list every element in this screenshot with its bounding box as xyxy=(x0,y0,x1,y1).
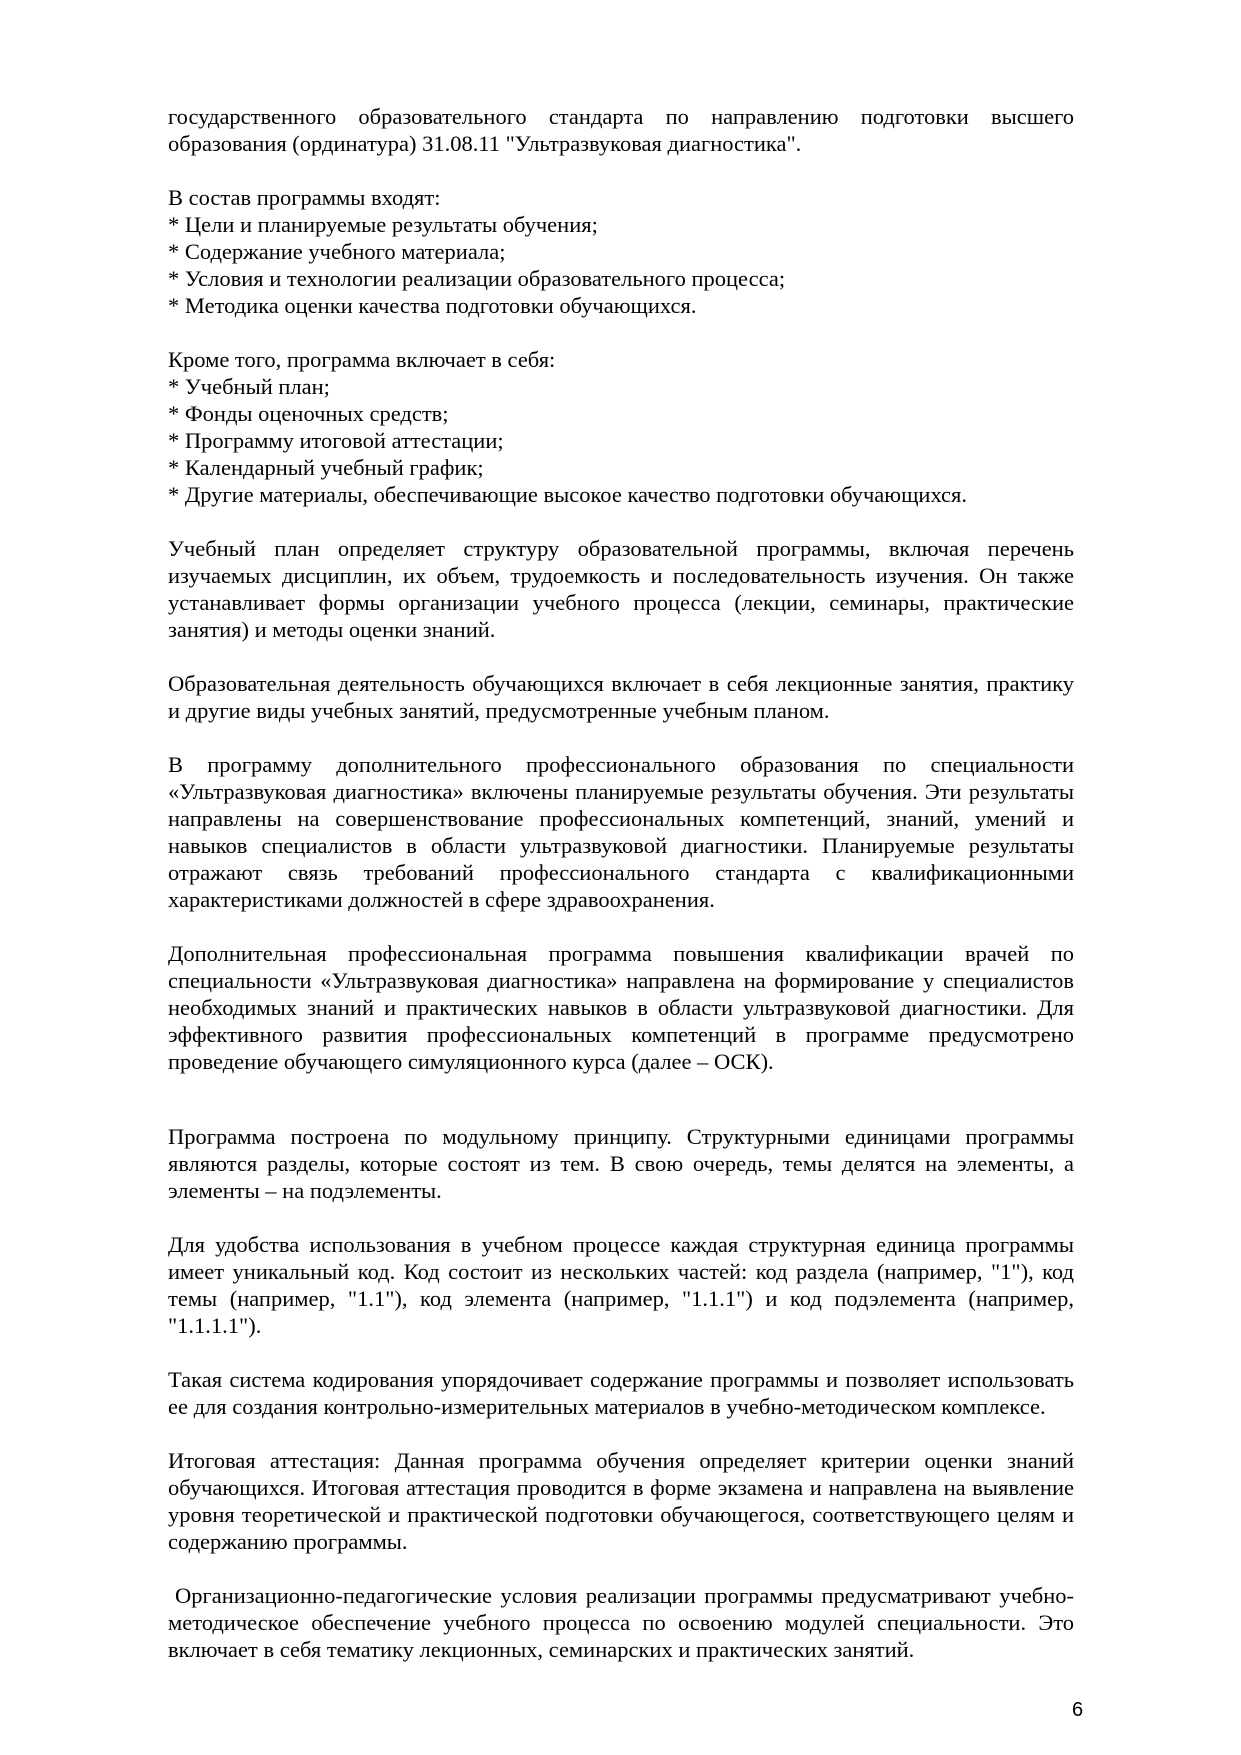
composition-list xyxy=(168,184,1074,319)
includes-list xyxy=(168,346,1074,508)
org-conditions-paragraph: Организационно-педагогические условия реализации программы предусматривают учебно-методическое обеспечение учебного процесса по освоению модулей специальности. Это включает в себя тематику лекционных, семинарских и практических занятий. xyxy=(168,1583,1074,1662)
page-number: 6 xyxy=(1072,1699,1084,1721)
list-item: * Программу итоговой аттестации; xyxy=(168,428,504,453)
attestation-paragraph: Итоговая аттестация: Данная программа обучения определяет критерии оценки знаний обучающихся. Итоговая аттестация проводится в форме экзамена и направлена на выявление уровня теоретической и практической подготовки обучающегося, соответствующего целям и содержанию программы. xyxy=(168,1448,1074,1554)
activity-paragraph: Образовательная деятельность обучающихся включает в себя лекционные занятия, практику и другие виды учебных занятий, предусмотренные учебным планом. xyxy=(168,671,1074,723)
list-item: * Цели и планируемые результаты обучения; xyxy=(168,212,598,237)
list-item: * Условия и технологии реализации образовательного процесса; xyxy=(168,266,786,291)
results-paragraph: В программу дополнительного профессионального образования по специальности «Ультразвуковая диагностика» включены планируемые результаты обучения. Эти результаты направлены на совершенствование профессиональных компетенций, знаний, умений и навыков специалистов в области ультразвуковой диагностики. Планируемые результаты отражают связь требований профессионального стандарта с квалификационными характеристиками должностей в сфере здравоохранения. xyxy=(168,752,1074,912)
dpp-paragraph: Дополнительная профессиональная программа повышения квалификации врачей по специальности «Ультразвуковая диагностика» направлена на формирование у специалистов необходимых знаний и практических навыков в области ультразвуковой диагностики. Для эффективного развития профессиональных компетенций в программе предусмотрено проведение обучающего симуляционного курса (далее – ОСК). xyxy=(168,941,1074,1074)
list-item: * Другие материалы, обеспечивающие высокое качество подготовки обучающихся. xyxy=(168,482,968,507)
document-body xyxy=(168,103,1074,1690)
list-item: * Содержание учебного материала; xyxy=(168,239,506,264)
intro-paragraph: государственного образовательного стандарта по направлению подготовки высшего образования (ординатура) 31.08.11 "Ультразвуковая диагностика". xyxy=(168,104,1074,156)
list-item: * Учебный план; xyxy=(168,374,330,399)
list-item: * Календарный учебный график; xyxy=(168,455,484,480)
coding-paragraph: Для удобства использования в учебном процессе каждая структурная единица программы имеет уникальный код. Код состоит из нескольких частей: код раздела (например, "1"), код темы (например, "1.1"), код элемента (например, "1.1.1") и код подэлемента (например, "1.1.1.1"). xyxy=(168,1232,1074,1338)
composition-list-header: В состав программы входят: xyxy=(168,185,441,210)
includes-list-header: Кроме того, программа включает в себя: xyxy=(168,347,556,372)
list-item: * Методика оценки качества подготовки обучающихся. xyxy=(168,293,697,318)
modular-paragraph: Программа построена по модульному принципу. Структурными единицами программы являются разделы, которые состоят из тем. В свою очередь, темы делятся на элементы, а элементы – на подэлементы. xyxy=(168,1124,1074,1203)
curriculum-paragraph: Учебный план определяет структуру образовательной программы, включая перечень изучаемых дисциплин, их объем, трудоемкость и последовательность изучения. Он также устанавливает формы организации учебного процесса (лекции, семинары, практические занятия) и методы оценки знаний. xyxy=(168,536,1074,642)
list-item: * Фонды оценочных средств; xyxy=(168,401,449,426)
coding-benefit-paragraph: Такая система кодирования упорядочивает содержание программы и позволяет использовать ее для создания контрольно-измерительных материалов в учебно-методическом комплексе. xyxy=(168,1367,1074,1419)
